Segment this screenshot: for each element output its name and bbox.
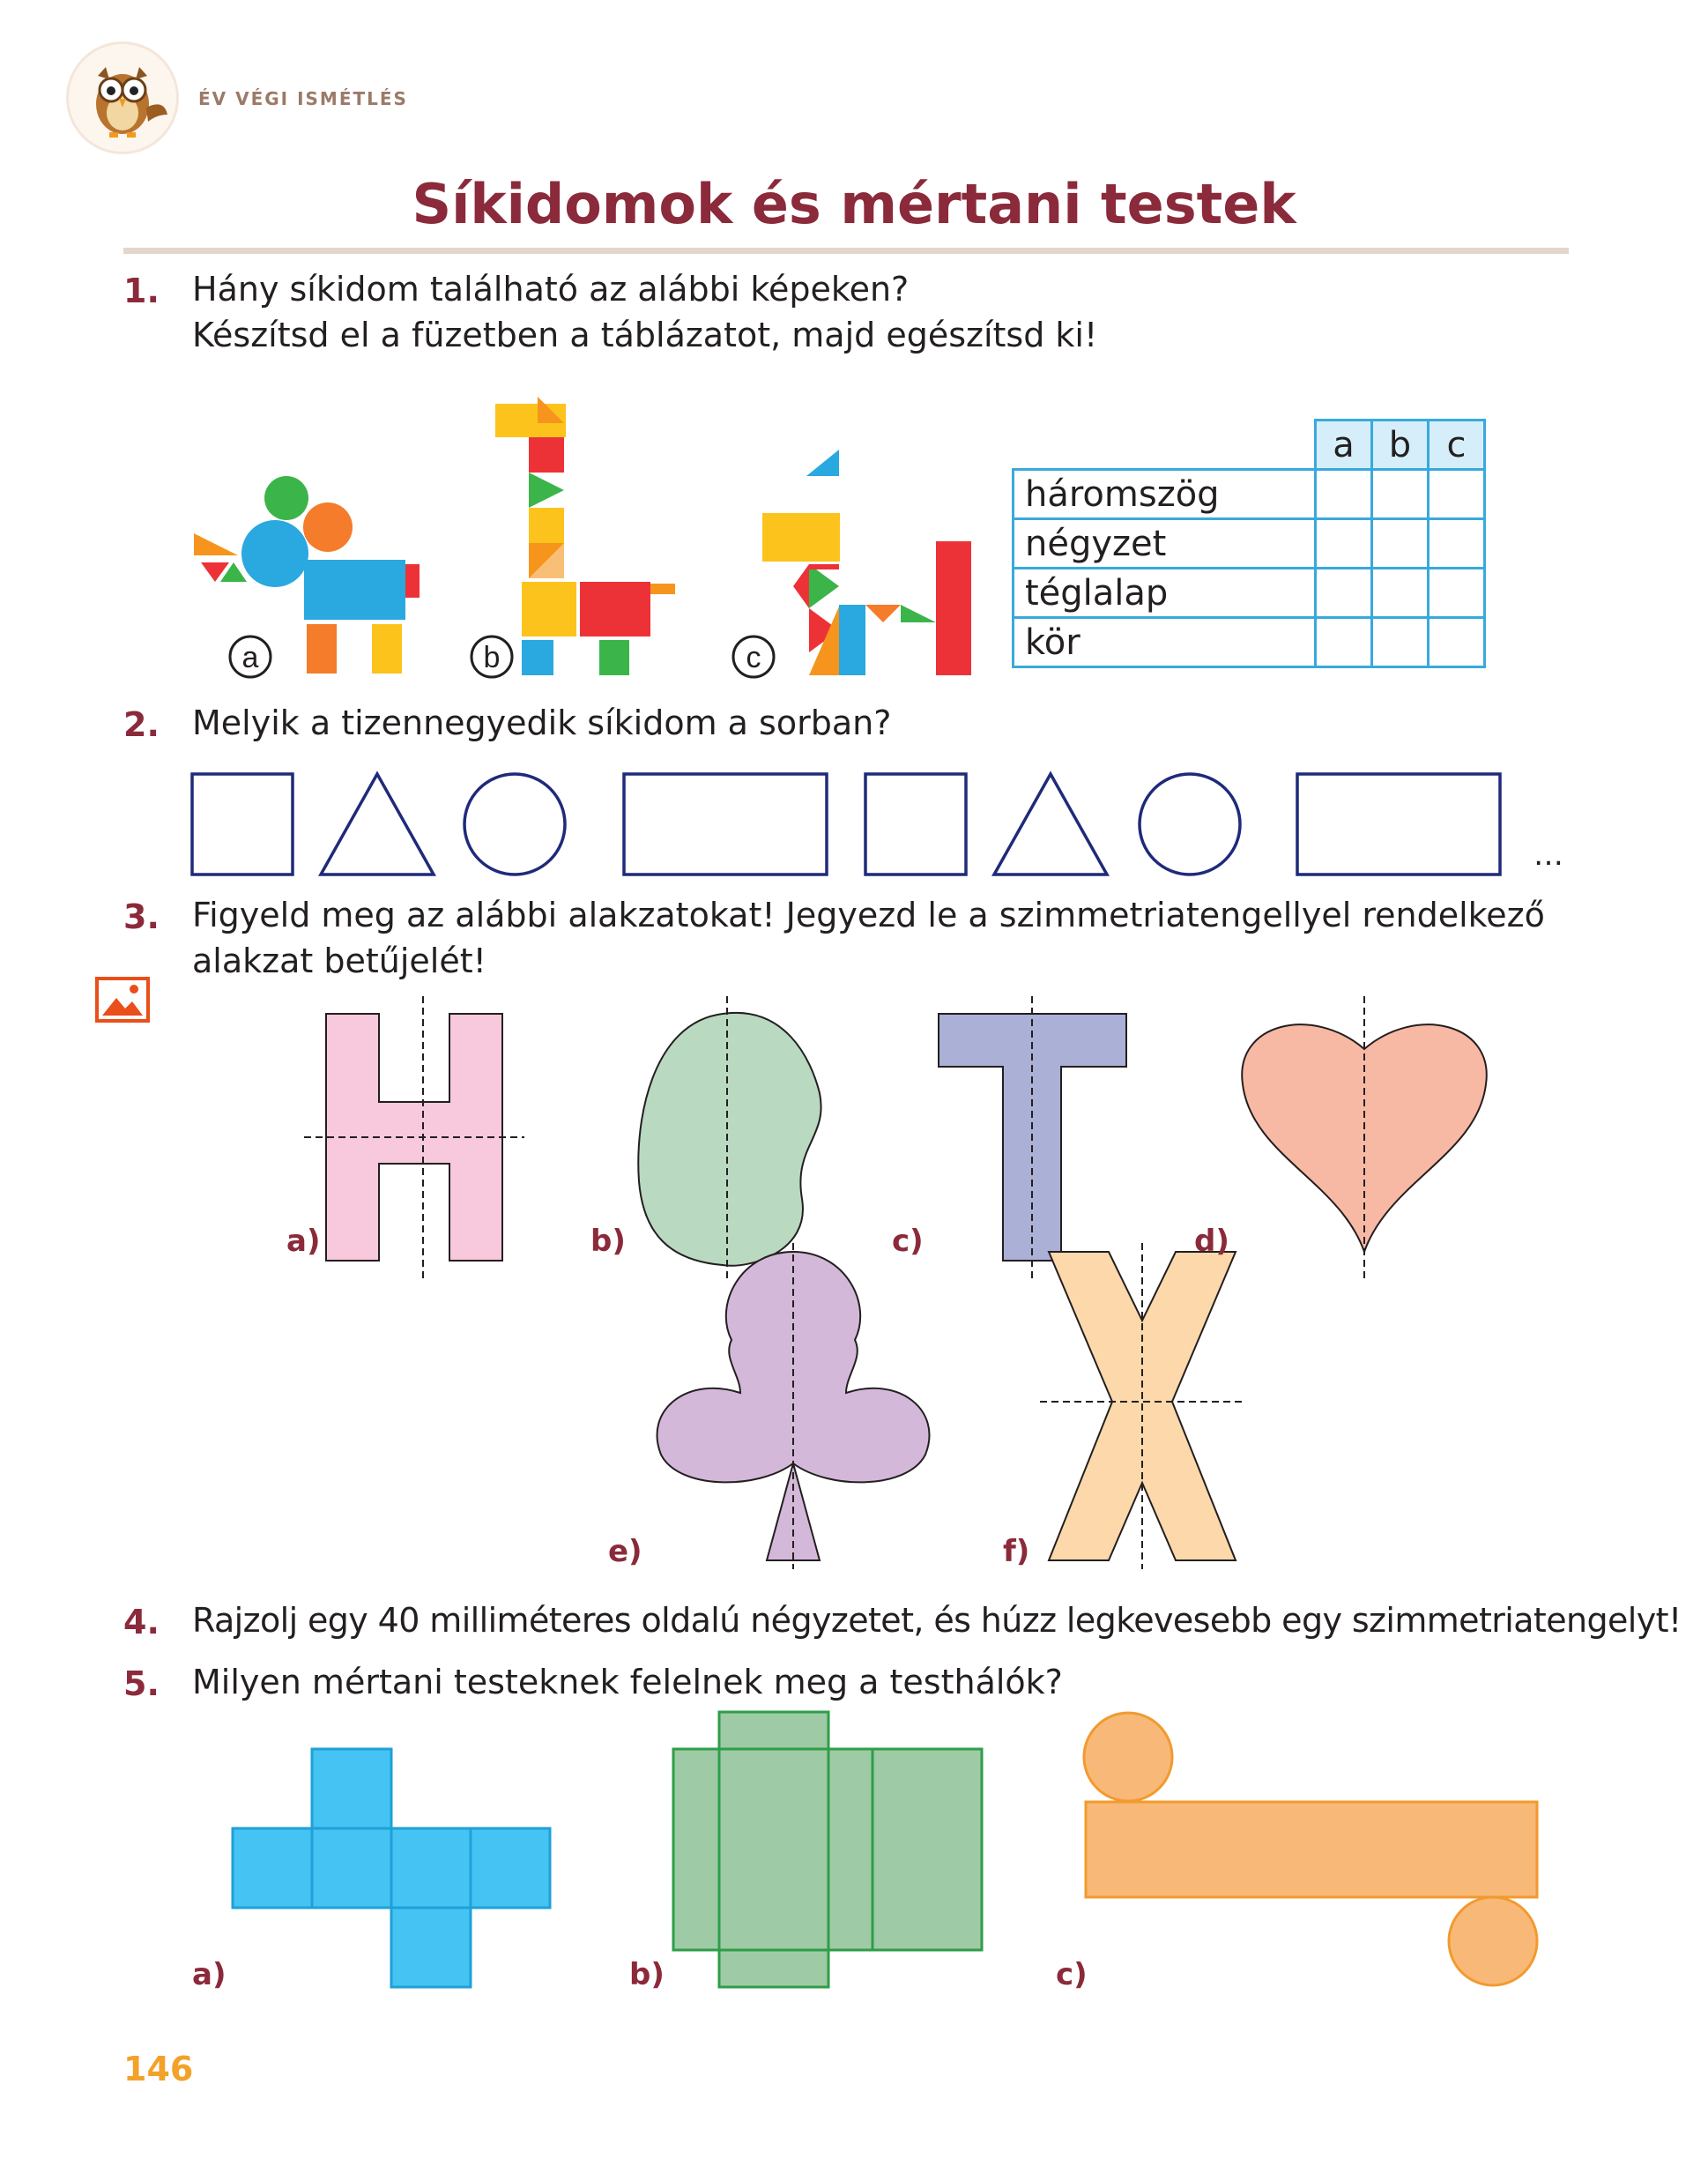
task-1-text-line2: Készítsd el a füzetben a táblázatot, majd egészítsd ki! <box>192 316 1098 354</box>
row-label-triangle: háromszög <box>1014 470 1316 519</box>
task-1-text-line1: Hány síkidom található az alábbi képeken? <box>192 270 910 309</box>
task-3-shapes <box>291 987 1525 1578</box>
task-5-number: 5. <box>123 1664 160 1703</box>
table-cell <box>1372 470 1429 519</box>
row-label-circle: kör <box>1014 618 1316 667</box>
table-cell <box>1316 519 1372 569</box>
table-cell <box>1429 569 1485 618</box>
shape-label-d: d) <box>1194 1224 1229 1259</box>
task-3-number: 3. <box>123 897 160 936</box>
sequence-ellipsis: … <box>1533 837 1563 873</box>
shape-count-table <box>1012 419 1486 668</box>
svg-text:c: c <box>746 641 761 674</box>
sequence-square-1 <box>192 774 293 875</box>
task-3-text-line1: Figyeld meg az alábbi alakzatokat! Jegyezd le a szimmetriatengellyel rendelkező <box>192 896 1545 934</box>
shape-d-heart <box>1242 996 1487 1278</box>
table-row <box>1014 519 1485 569</box>
page-number: 146 <box>123 2050 194 2088</box>
row-label-square: négyzet <box>1014 519 1316 569</box>
page-title: Síkidomok és mértani testek <box>412 172 1296 236</box>
task-2-shape-sequence <box>185 758 1525 882</box>
task-2-text: Melyik a tizennegyedik síkidom a sorban? <box>192 703 892 742</box>
svg-text:b: b <box>483 641 501 674</box>
sequence-circle-1 <box>464 774 565 875</box>
shape-label-e: e) <box>608 1534 642 1569</box>
table-header-row <box>1014 421 1485 470</box>
shape-label-c: c) <box>892 1224 924 1259</box>
image-icon[interactable] <box>95 977 150 1023</box>
sequence-rectangle-1 <box>624 774 827 875</box>
net-label-b: b) <box>629 1957 665 1992</box>
table-corner <box>1014 421 1316 470</box>
shape-f-letter-x <box>1040 1243 1244 1569</box>
svg-text:a: a <box>241 641 259 674</box>
task-1-pictures <box>185 397 978 688</box>
table-cell <box>1372 569 1429 618</box>
shape-label-a: a) <box>286 1224 321 1259</box>
net-a-cube <box>233 1749 550 1987</box>
picture-c-dog <box>733 450 971 677</box>
row-label-rectangle: téglalap <box>1014 569 1316 618</box>
net-c-cylinder <box>1084 1713 1537 1985</box>
picture-b-giraffe <box>472 397 675 677</box>
title-divider <box>123 248 1569 254</box>
task-5-nets <box>220 1710 1560 2010</box>
shape-b-blob <box>638 996 821 1278</box>
owl-logo <box>69 44 176 152</box>
owl-icon <box>69 44 176 152</box>
sequence-triangle-2 <box>994 774 1107 875</box>
table-row <box>1014 569 1485 618</box>
shape-e-club <box>657 1243 930 1569</box>
net-label-a: a) <box>192 1957 226 1992</box>
table-cell <box>1372 618 1429 667</box>
chapter-label: ÉV VÉGI ISMÉTLÉS <box>198 88 408 109</box>
table-row <box>1014 618 1485 667</box>
task-4-text: Rajzolj egy 40 milliméteres oldalú négyzetet, és húzz legkevesebb egy szimmetriatengelyt! <box>192 1601 1682 1640</box>
net-label-c: c) <box>1056 1957 1088 1992</box>
picture-a-elephant <box>194 476 420 677</box>
table-row <box>1014 470 1485 519</box>
table-cell <box>1429 618 1485 667</box>
table-cell <box>1316 569 1372 618</box>
table-cell <box>1316 470 1372 519</box>
sequence-square-2 <box>865 774 966 875</box>
sequence-rectangle-2 <box>1297 774 1500 875</box>
table-cell <box>1429 470 1485 519</box>
task-1-number: 1. <box>123 272 160 310</box>
table-cell <box>1316 618 1372 667</box>
shape-c-letter-t <box>939 996 1126 1278</box>
table-col-a: a <box>1316 421 1372 470</box>
table-cell <box>1429 519 1485 569</box>
task-2-number: 2. <box>123 705 160 744</box>
table-col-b: b <box>1372 421 1429 470</box>
sequence-triangle-1 <box>321 774 434 875</box>
task-5-text: Milyen mértani testeknek felelnek meg a testhálók? <box>192 1663 1063 1701</box>
task-4-number: 4. <box>123 1603 160 1641</box>
shape-label-f: f) <box>1003 1534 1030 1569</box>
task-3-text-line2: alakzat betűjelét! <box>192 942 486 980</box>
net-b-cuboid <box>673 1712 982 1987</box>
shape-a-letter-h <box>304 996 524 1278</box>
shape-label-b: b) <box>590 1224 626 1259</box>
table-col-c: c <box>1429 421 1485 470</box>
sequence-circle-2 <box>1140 774 1240 875</box>
table-cell <box>1372 519 1429 569</box>
